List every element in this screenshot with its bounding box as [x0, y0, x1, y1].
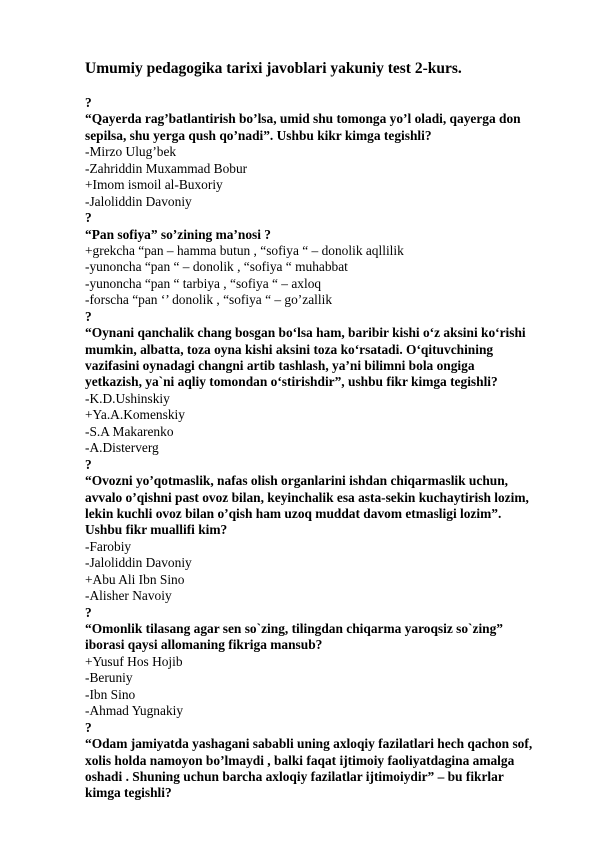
answer-option-line: -yunoncha “pan “ tarbiya , “sofiya “ – axloq [85, 275, 322, 291]
question-text-line: ? [85, 95, 92, 110]
answer-option-line: -Ibn Sino [85, 686, 136, 702]
question-text-line: “Qayerda rag’batlantirish bo’lsa, umid shu tomonga yo’l oladi, qayerga don [85, 111, 521, 127]
question-text-line: vazifasini oynadagi changni artib tashlash, ya’ni bilimni bola ongiga [85, 358, 475, 373]
question-text-line: lekin kuchli ovoz bilan o’qish ham uzoq muddat davom etmasligi lozim”. [85, 505, 502, 521]
answer-option-line: +grekcha “pan – hamma butun , “sofiya “ – donolik aqllilik [85, 242, 404, 258]
answer-option-line: +Abu Ali Ibn Sino [85, 571, 185, 587]
question-text-line: mumkin, albatta, toza oyna kishi aksini toza ko‘rsatadi. O‘qituvchining [85, 341, 494, 357]
question-text-line: sepilsa, shu yerga qush qo’nadi”. Ushbu kikr kimga tegishli? [85, 127, 432, 143]
answer-option-line: -Jaloliddin Davoniy [85, 193, 192, 209]
question-text-line: oshadi . Shuning uchun barcha axloqiy fazilatlar ijtimoiydir” – bu fikrlar [85, 768, 504, 784]
question-text-line: kimga tegishli? [85, 785, 172, 801]
answer-option-line: -Alisher Navoiy [85, 588, 172, 604]
question-text-line: ? [85, 308, 92, 324]
answer-option-line: -Jaloliddin Davoniy [85, 555, 192, 571]
question-text-line: xolis holda namoyon bo’lmaydi , balki faqat ijtimoiy faoliyatdagina amalga [85, 752, 515, 768]
answer-option-line: +Ya.A.Komenskiy [85, 407, 185, 423]
question-text-line: ? [85, 456, 92, 472]
answer-option-line: -Farobiy [85, 538, 132, 554]
answer-option-line: +Yusuf Hos Hojib [85, 653, 183, 669]
answer-option-line: -forscha “pan ‘’ donolik , “sofiya “ – go’zallik [85, 292, 333, 308]
question-text-line: Ushbu fikr muallifi kim? [85, 522, 228, 538]
answer-option-line: -S.A Makarenko [85, 423, 174, 439]
question-text-line: “Omonlik tilasang agar sen so`zing, tilingdan chiqarma yaroqsiz so`zing” [85, 621, 504, 636]
document-title: Umumiy pedagogika tarixi javoblari yakuniy test 2-kurs. [85, 60, 462, 77]
answer-option-line: -Ahmad Yugnakiy [85, 703, 184, 719]
document-body [85, 95, 565, 802]
answer-option-line: -Beruniy [85, 670, 133, 686]
answer-option-line: -K.D.Ushinskiy [85, 390, 170, 406]
answer-option-line: +Imom ismoil al-Buxoriy [85, 177, 223, 193]
question-text-line: ? [85, 604, 92, 620]
question-text-line: “Pan sofiya” so’zining ma’nosi ? [85, 226, 271, 242]
answer-option-line: -yunoncha “pan “ – donolik , “sofiya “ muhabbat [85, 259, 348, 275]
answer-option-line: -Zahriddin Muxammad Bobur [85, 160, 248, 176]
question-text-line: “Ovozni yo’qotmaslik, nafas olish organlarini ishdan chiqarmaslik uchun, [85, 473, 509, 489]
question-text-line: ? [85, 210, 92, 226]
question-text-line: ? [85, 719, 92, 735]
question-text-line: iborasi qaysi allomaning fikriga mansub? [85, 637, 323, 653]
answer-option-line: -Mirzo Ulug’bek [85, 144, 177, 160]
question-text-line: “Oynani qanchalik chang bosgan bo‘lsa ham, baribir kishi o‘z aksini ko‘rishi [85, 325, 526, 341]
answer-option-line: -A.Disterverg [85, 440, 159, 456]
question-text-line: yetkazish, ya`ni aqliy tomondan o‘stirishdir”, ushbu fikr kimga tegishli? [85, 374, 498, 390]
question-text-line: avvalo o’qishni past ovoz bilan, keyinchalik esa asta-sekin kuchaytirish lozim, [85, 489, 529, 505]
question-text-line: “Odam jamiyatda yashagani sababli uning axloqiy fazilatlari hech qachon sof, [85, 736, 533, 752]
